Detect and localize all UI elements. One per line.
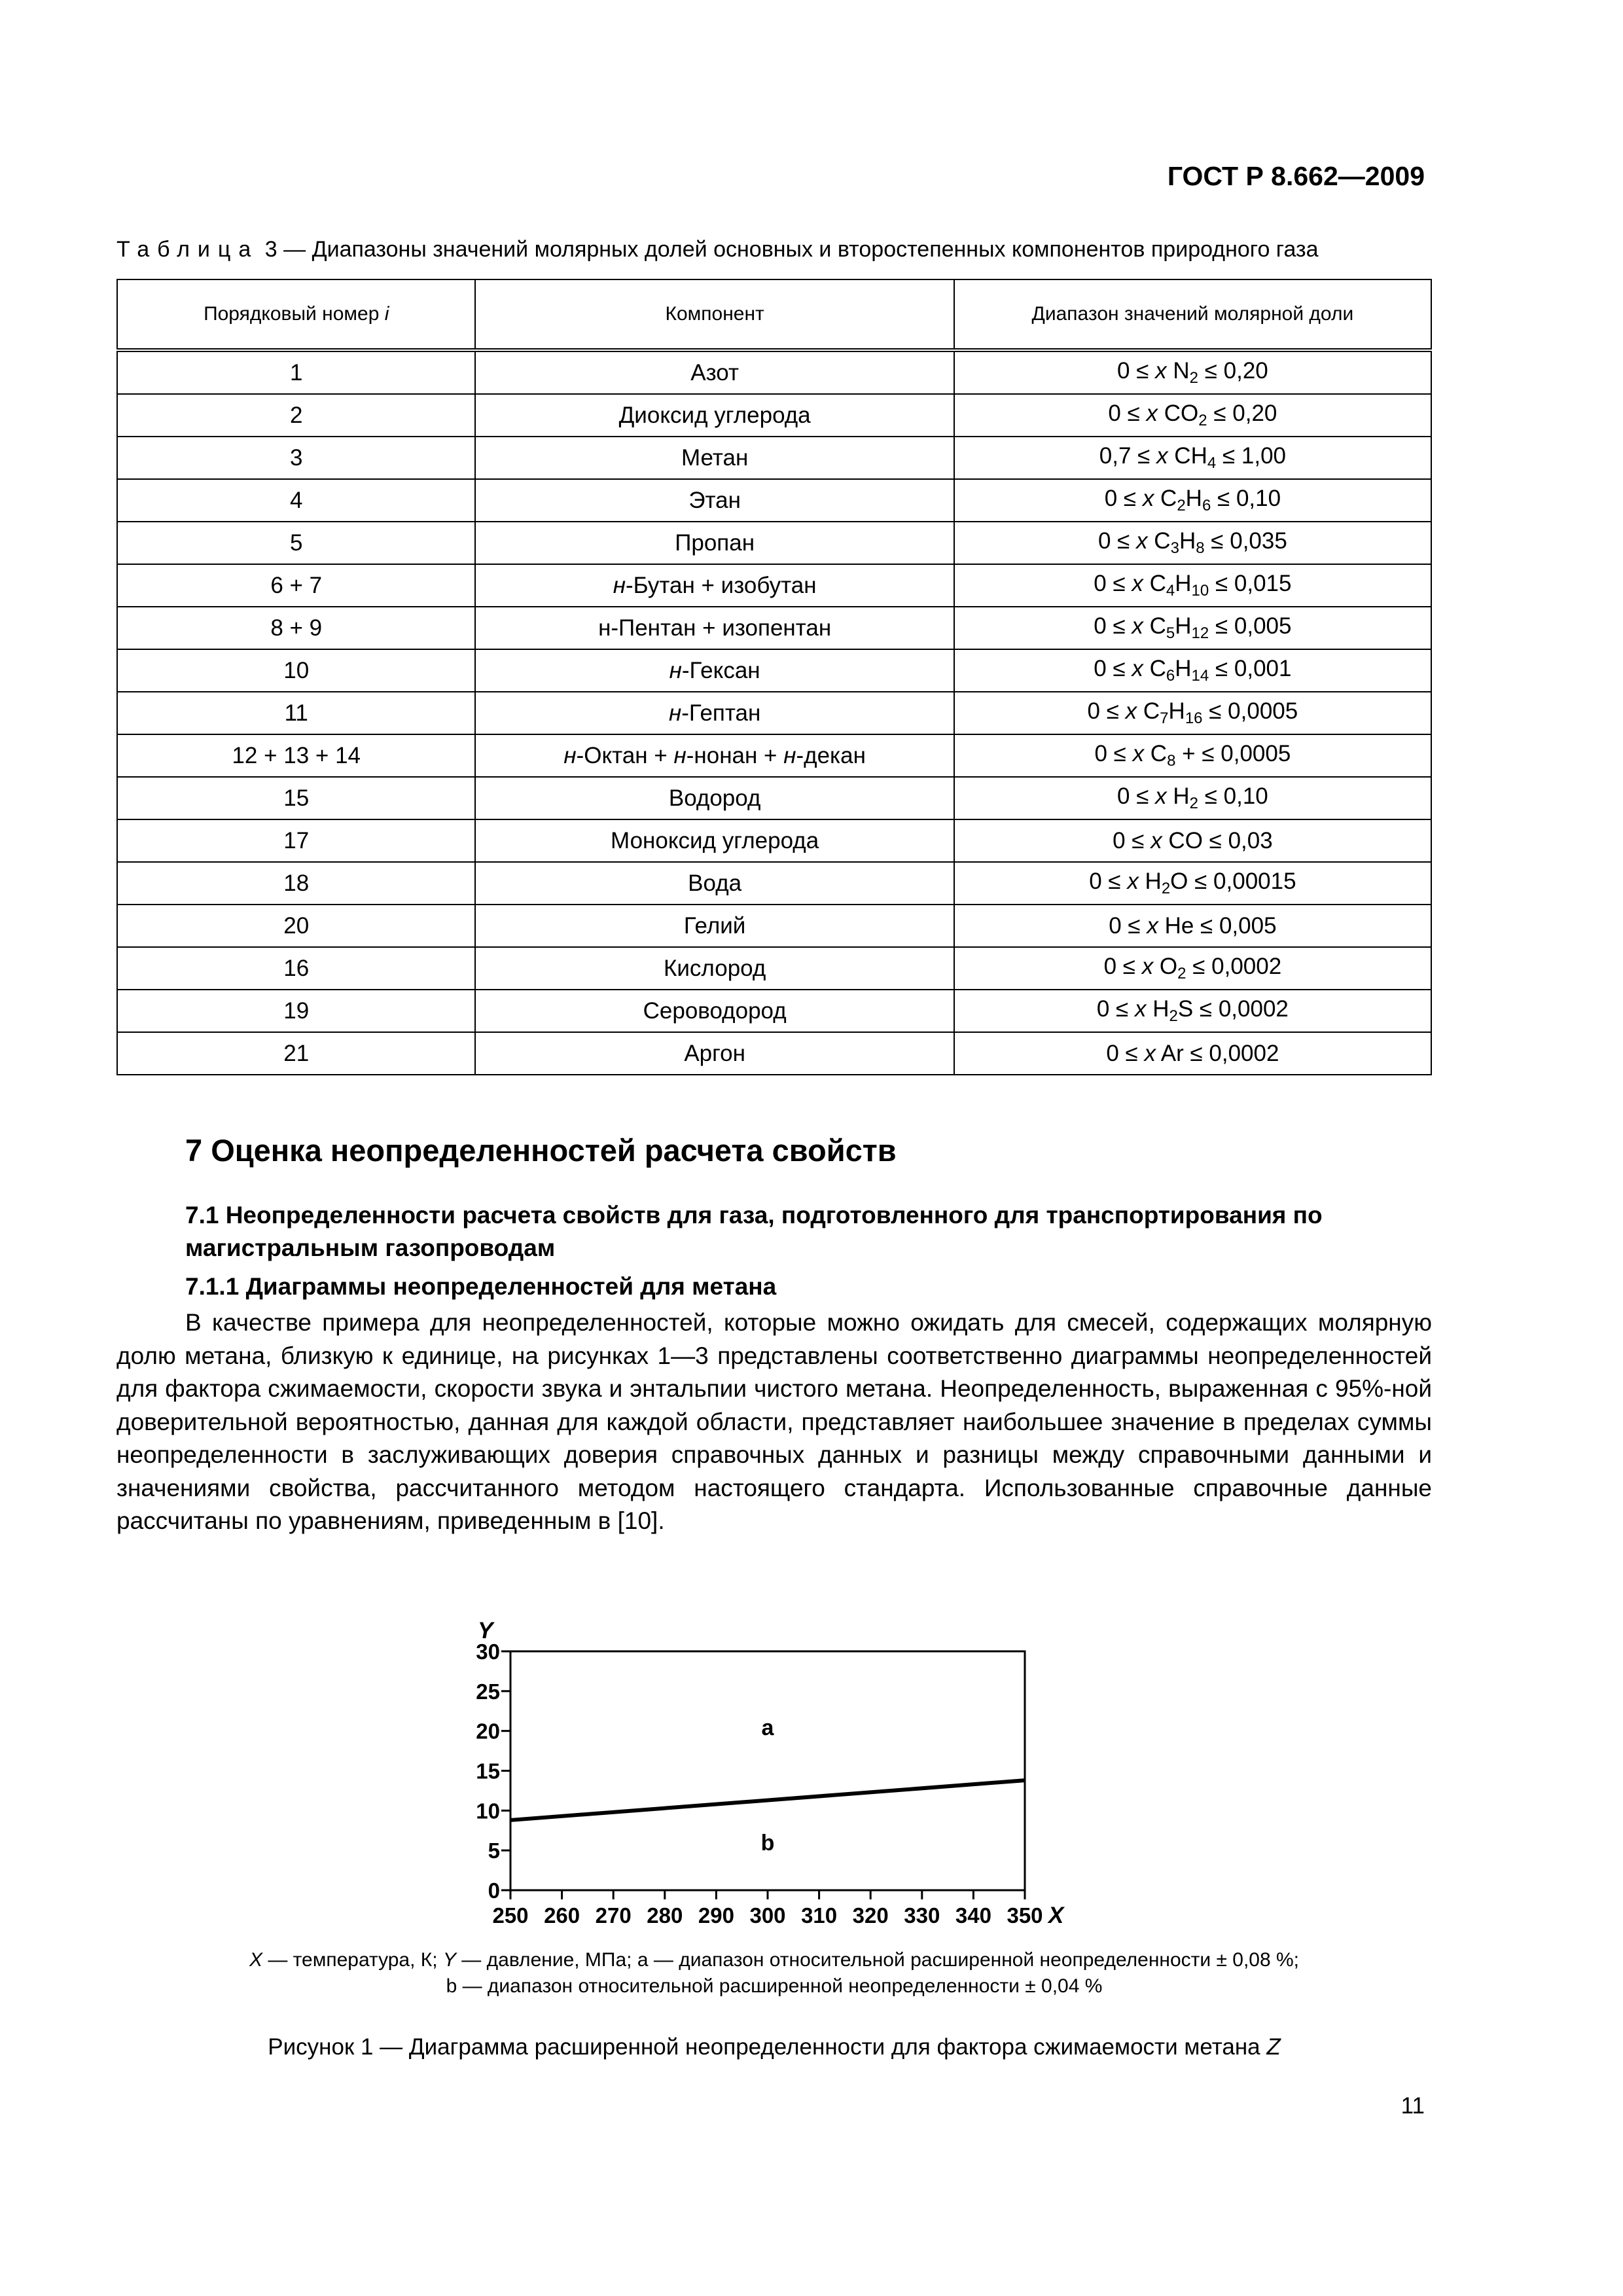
x-tick-label: 340 [955,1903,991,1928]
cell-range: 0 ≤ x Ar ≤ 0,0002 [954,1032,1431,1075]
table-row [117,905,1431,947]
cell-range: 0 ≤ x $C_2H_6 \le 0,10$ [954,479,1431,522]
cell-range: 0 ≤ x $C_5H_{12} \le 0,005$ [954,607,1431,649]
section-7-1-title: 7.1 Неопределенности расчета свойств для газа, подготовленного для транспортирования по магистральным газопроводам [185,1202,1323,1261]
cell-component: Кислород [475,947,954,990]
table-row [117,947,1431,990]
cell-number: 20 [117,905,475,947]
cell-number: 15 [117,777,475,819]
cell-component: н-Гексан [475,649,954,692]
cell-number: 11 [117,692,475,734]
cell-range: 0 ≤ x He ≤ 0,005 [954,905,1431,947]
cell-component: Водород [475,777,954,819]
y-tick-label: 20 [476,1719,500,1744]
cell-range: 0 ≤ x $O_2 \le 0,0002$ [954,947,1431,990]
cell-range: 0 ≤ x CO ≤ 0,03 [954,819,1431,862]
uncertainty-chart [452,1607,1119,1934]
table-row [117,692,1431,734]
table-row [117,564,1431,607]
cell-component: Метан [475,437,954,479]
cell-range: 0 ≤ x $C_8$ + ≤ 0,0005 [954,734,1431,777]
region-label: b [760,1831,775,1856]
cell-range: 0 ≤ x $N_2 \le 0,20$ [954,350,1431,394]
cell-number: 6 + 7 [117,564,475,607]
table-row [117,819,1431,862]
table-caption [116,237,1427,262]
table-row [117,350,1431,394]
cell-range: 0 ≤ x $H_2S \le 0,0002$ [954,990,1431,1032]
header-range: Диапазон значений молярной доли [954,279,1431,350]
table-row [117,479,1431,522]
cell-range: 0 ≤ x $C_3H_8 \le 0,035$ [954,522,1431,564]
y-tick-label: 10 [476,1799,500,1823]
y-tick-label: 5 [488,1839,500,1863]
table-body [117,350,1431,1075]
cell-range: 0 ≤ x $C_4H_{10} \le 0,015$ [954,564,1431,607]
header-component: Компонент [475,279,954,350]
table-row [117,734,1431,777]
boundary-line [510,1780,1025,1820]
cell-number: 4 [117,479,475,522]
x-tick-label: 300 [749,1903,786,1928]
cell-number: 19 [117,990,475,1032]
header-number: Порядковый номер i [117,279,475,350]
table-row [117,394,1431,437]
cell-component: Этан [475,479,954,522]
cell-component: Азот [475,350,954,394]
cell-range: 0 ≤ x $CO_2 \le 0,20$ [954,394,1431,437]
x-axis-label: X [1048,1903,1064,1928]
table-caption-text: 3 — Диапазоны значений молярных долей основных и второстепенных компонентов природного газа [264,237,1319,262]
cell-component: н-Октан + н-нонан + н-декан [475,734,954,777]
figure-legend [116,1947,1432,2000]
document-code: ГОСТ Р 8.662—2009 [1167,161,1425,191]
legend-line-1: X — температура, К; Y — давление, МПа; a — диапазон относительной расширенной неопределенности ± 0,08 %; [249,1949,1300,1971]
cell-component: Аргон [475,1032,954,1075]
x-tick-label: 260 [544,1903,580,1928]
table-caption-word: Таблица [116,237,259,262]
body-paragraph: В качестве примера для неопределенностей, которые можно ожидать для смесей, содержащих молярную долю метана, близкую к единице, на рисунках 1—3 представлены соответственно диаграммы неопределенностей для фактора сжимаемости, скорости звука и энтальпии чистого метана. Неопределенность, выраженная с 95%-ной доверительной вероятностью, данная для каждой области, представляет наибольшее значение в пределах суммы неопределенности в заслуживающих доверия справочных данных и разницы между справочными данными и значениями свойства, рассчитанного методом настоящего стандарта. Использованные справочные данные рассчитаны по уравнениям, приведенным в [10]. [116,1309,1432,1534]
cell-number: 18 [117,862,475,905]
cell-component: Моноксид углерода [475,819,954,862]
cell-number: 3 [117,437,475,479]
x-tick-label: 320 [852,1903,889,1928]
table-row [117,1032,1431,1075]
x-tick-label: 350 [1007,1903,1043,1928]
cell-range: 0,7 ≤ x $CH_4 \le 1,00$ [954,437,1431,479]
table-row [117,522,1431,564]
cell-number: 12 + 13 + 14 [117,734,475,777]
x-tick-label: 250 [492,1903,529,1928]
page-number: 11 [1400,2093,1425,2119]
x-tick-label: 290 [698,1903,734,1928]
section-7-title: 7 Оценка неопределенностей расчета свойств [185,1133,897,1168]
cell-range: 0 ≤ x $C_6H_{14} \le 0,001$ [954,649,1431,692]
x-tick-label: 330 [904,1903,940,1928]
cell-range: 0 ≤ x $H_2 \le 0,10$ [954,777,1431,819]
table-row [117,990,1431,1032]
cell-component: Диоксид углерода [475,394,954,437]
cell-number: 2 [117,394,475,437]
cell-component: н-Пентан + изопентан [475,607,954,649]
cell-range: 0 ≤ x $H_2O \le 0,00015$ [954,862,1431,905]
cell-component: н-Бутан + изобутан [475,564,954,607]
cell-number: 5 [117,522,475,564]
legend-line-2: b — диапазон относительной расширенной неопределенности ± 0,04 % [446,1975,1103,1997]
x-tick-label: 310 [801,1903,838,1928]
components-table [116,279,1432,1075]
x-tick-label: 270 [595,1903,632,1928]
figure-caption: Рисунок 1 — Диаграмма расширенной неопределенности для фактора сжимаемости метана Z [268,2034,1281,2060]
cell-number: 17 [117,819,475,862]
section-7-1-1-title: 7.1.1 Диаграммы неопределенностей для метана [185,1273,777,1300]
y-tick-label: 15 [476,1759,500,1784]
cell-number: 10 [117,649,475,692]
cell-number: 1 [117,350,475,394]
y-tick-label: 0 [488,1878,500,1903]
cell-component: н-Гептан [475,692,954,734]
cell-component: Пропан [475,522,954,564]
x-tick-label: 280 [647,1903,683,1928]
table-row [117,862,1431,905]
cell-component: Сероводород [475,990,954,1032]
table-header-row [117,279,1431,350]
cell-range: 0 ≤ x $C_7H_{16} \le 0,0005$ [954,692,1431,734]
table-row [117,437,1431,479]
cell-component: Гелий [475,905,954,947]
table-row [117,777,1431,819]
region-label: a [761,1715,774,1740]
cell-component: Вода [475,862,954,905]
cell-number: 16 [117,947,475,990]
y-tick-label: 30 [476,1640,500,1664]
y-tick-label: 25 [476,1679,500,1704]
cell-number: 21 [117,1032,475,1075]
table-row [117,649,1431,692]
cell-number: 8 + 9 [117,607,475,649]
y-axis-label: Y [478,1618,493,1643]
table-row [117,607,1431,649]
